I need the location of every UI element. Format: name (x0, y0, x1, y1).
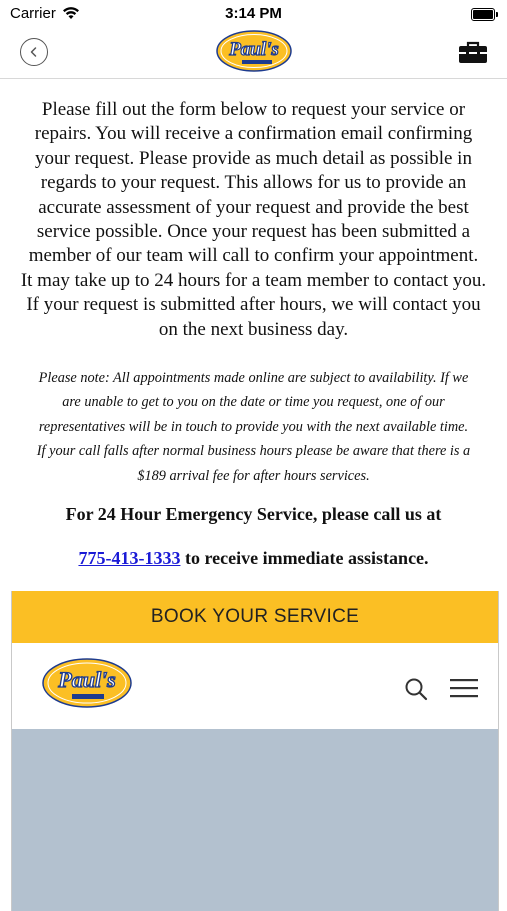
clock: 3:14 PM (225, 5, 282, 22)
intro-line: It may take up to 24 hours for a team member to contact you. (20, 269, 487, 291)
note-line: If your call falls after normal business hours please be aware that there is a (36, 443, 471, 460)
phone-link[interactable]: 775-413-1333 (78, 548, 181, 568)
intro-line: regards to your request. This allows for us to provide an (40, 172, 467, 194)
availability-note (10, 366, 497, 488)
intro-line: on the next business day. (158, 318, 349, 340)
intro-line: service possible. Once your request has been submitted a (36, 221, 471, 243)
intro-line: repairs. You will receive a confirmation email confirming (34, 123, 473, 145)
intro-text (10, 98, 497, 342)
intro-line: If your request is submitted after hours, we will contact you (26, 294, 481, 316)
carrier-label: Carrier (10, 5, 56, 22)
pauls-logo (216, 30, 292, 72)
logo-text: Paul's (229, 39, 279, 60)
hero-image-area (12, 729, 498, 911)
intro-line: accurate assessment of your request and provide the best (38, 196, 469, 218)
hamburger-menu-icon[interactable] (450, 677, 478, 699)
note-line: representatives will be in touch to provide you with the next available time. (38, 418, 469, 435)
emergency-heading: For 24 Hour Emergency Service, please call us at (65, 504, 442, 524)
back-button[interactable] (20, 38, 48, 66)
book-service-button[interactable]: BOOK YOUR SERVICE (12, 591, 498, 643)
note-line: are unable to get to you on the date or time you request, one of our (62, 394, 445, 411)
chevron-left-icon (28, 46, 40, 58)
status-bar (0, 0, 507, 28)
note-line: $189 arrival fee for after hours services. (137, 467, 370, 484)
emergency-phone-line (10, 548, 497, 569)
site-header (12, 643, 498, 729)
note-line: Please note: All appointments made online are subject to availability. If we (38, 370, 469, 386)
search-icon[interactable] (404, 677, 428, 701)
intro-line: your request. Please provide as much detail as possible in (35, 147, 472, 169)
intro-line: member of our team will call to confirm your appointment. (28, 245, 479, 267)
battery-icon (471, 8, 495, 21)
phone-suffix: to receive immediate assistance. (180, 548, 429, 568)
site-logo-text: Paul's (58, 667, 116, 692)
toolbox-icon[interactable] (458, 40, 488, 64)
site-logo[interactable] (42, 657, 132, 709)
intro-line: Please fill out the form below to request your service or (41, 99, 466, 120)
booking-webview[interactable] (11, 591, 499, 911)
nav-bar (0, 28, 507, 79)
